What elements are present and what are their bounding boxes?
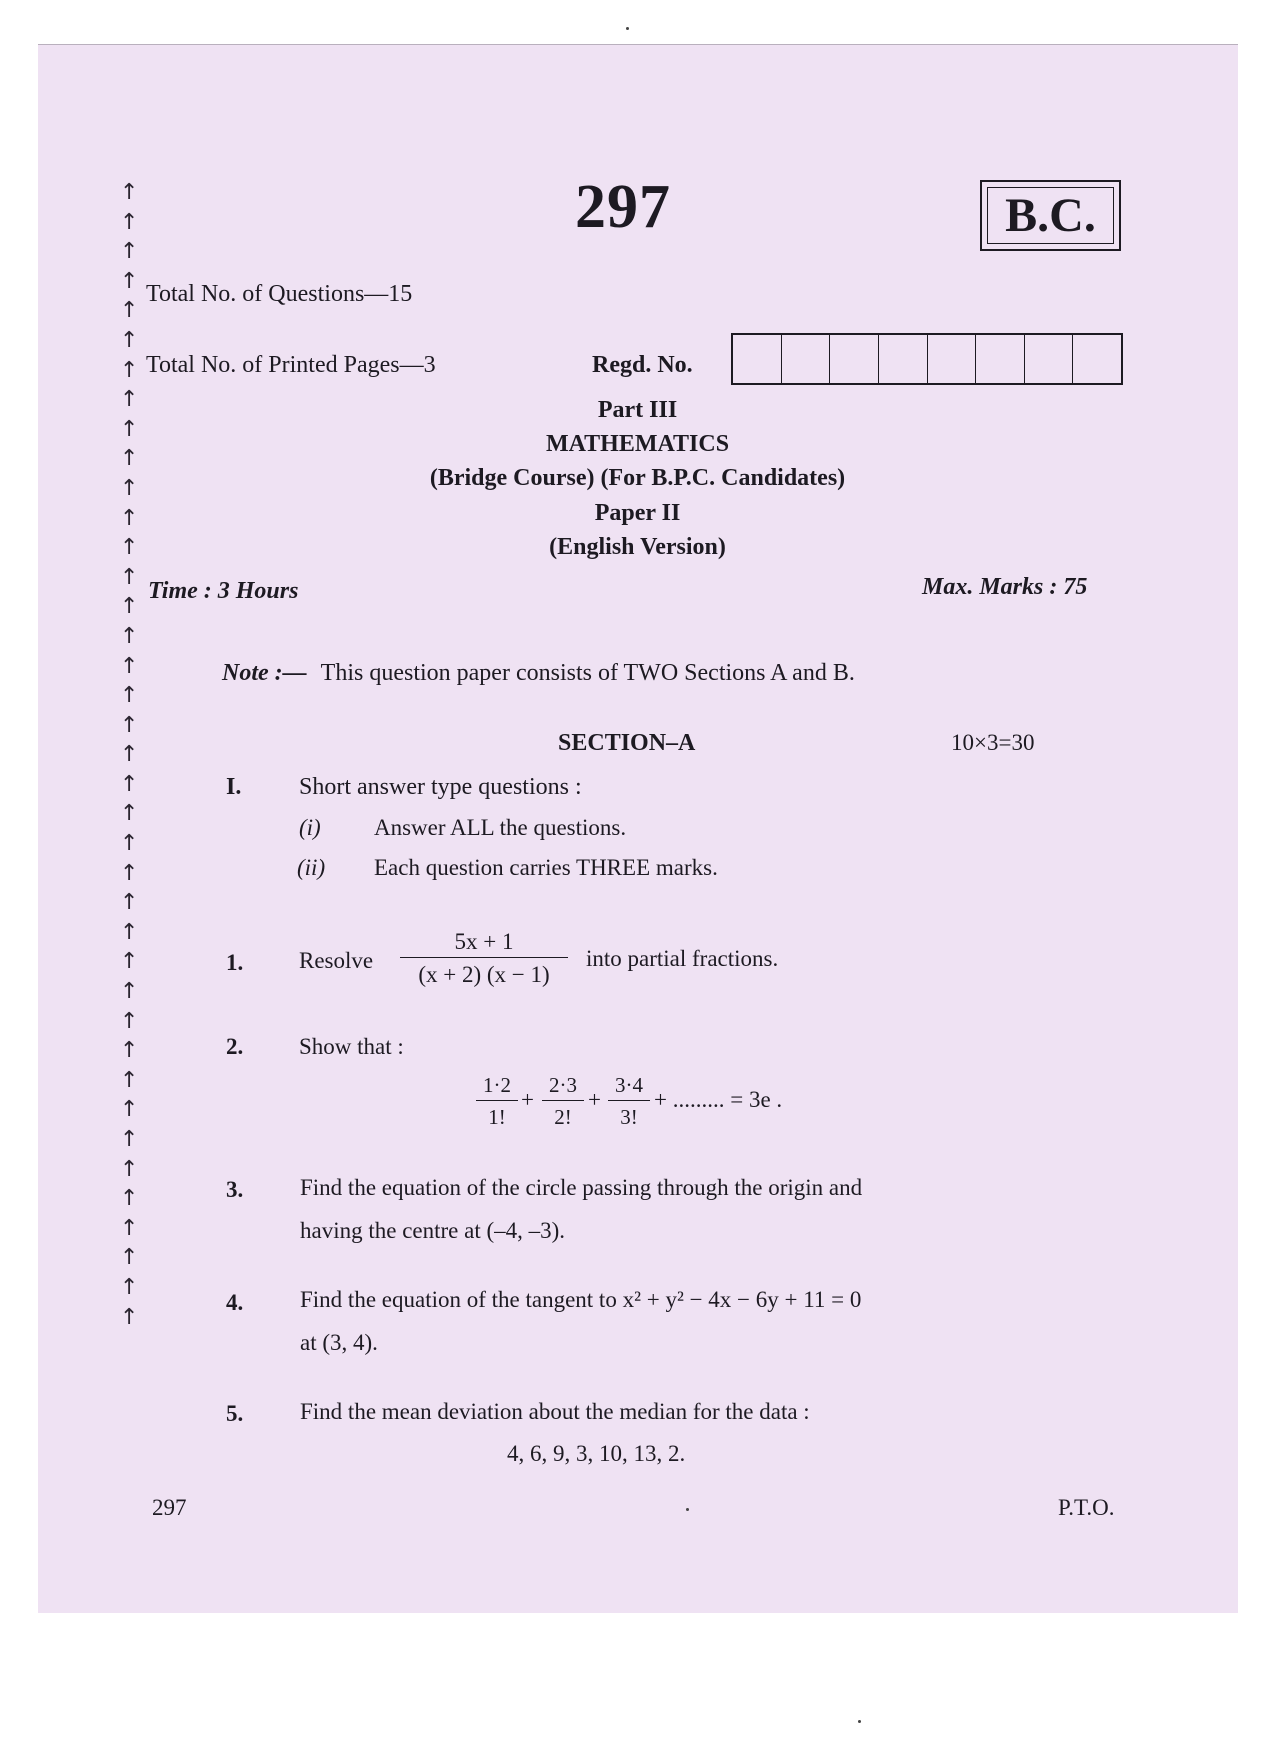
question-number: 5. — [226, 1401, 244, 1426]
section-marks: 10×3=30 — [951, 730, 1035, 755]
up-arrow-icon: ↑ — [120, 1274, 139, 1300]
question-number: 4. — [226, 1290, 244, 1315]
question-text: Find the equation of the circle passing through the origin and — [300, 1175, 863, 1200]
question-text: into partial fractions. — [586, 946, 779, 971]
time-label: Time : 3 Hours — [148, 578, 299, 604]
up-arrow-icon: ↑ — [120, 298, 139, 324]
up-arrow-icon: ↑ — [120, 1008, 139, 1034]
series-label: B.C. — [987, 187, 1114, 244]
question-text: having the centre at (–4, –3). — [300, 1218, 566, 1243]
up-arrow-icon: ↑ — [120, 919, 139, 945]
subject-title: MATHEMATICS — [545, 431, 730, 457]
up-arrow-icon: ↑ — [120, 387, 139, 413]
up-arrow-icon: ↑ — [120, 653, 139, 679]
fraction-denominator: 2! — [542, 1100, 584, 1130]
question-text: Find the equation of the tangent to x² + y² − 4x − 6y + 11 = 0 — [300, 1287, 862, 1312]
data-values: 4, 6, 9, 3, 10, 13, 2. — [507, 1441, 686, 1466]
fraction-numerator: 1·2 — [483, 1073, 511, 1097]
up-arrow-icon: ↑ — [120, 801, 139, 827]
up-arrow-icon: ↑ — [120, 416, 139, 442]
up-arrow-icon: ↑ — [120, 979, 139, 1005]
note-label: Note :— — [222, 660, 307, 686]
regd-box — [830, 335, 879, 383]
plus-sign: + — [521, 1087, 534, 1112]
up-arrow-icon: ↑ — [120, 890, 139, 916]
regd-box — [928, 335, 977, 383]
up-arrow-icon: ↑ — [120, 594, 139, 620]
section-roman-number: I. — [226, 774, 242, 800]
total-questions: Total No. of Questions—15 — [146, 281, 413, 307]
margin-arrows-column — [120, 178, 140, 1332]
instruction-number: (i) — [299, 815, 321, 840]
regd-box — [733, 335, 782, 383]
max-marks: Max. Marks : 75 — [922, 574, 1088, 600]
question-number: 2. — [226, 1034, 244, 1059]
up-arrow-icon: ↑ — [120, 180, 139, 205]
question-text: Show that : — [299, 1034, 404, 1059]
up-arrow-icon: ↑ — [120, 239, 139, 265]
up-arrow-icon: ↑ — [120, 1127, 139, 1152]
regd-box — [879, 335, 928, 383]
question-number: 1. — [226, 950, 244, 975]
up-arrow-icon: ↑ — [120, 475, 139, 501]
up-arrow-icon: ↑ — [120, 1038, 139, 1064]
series-tail: + ......... = 3e . — [654, 1087, 783, 1112]
up-arrow-icon: ↑ — [120, 1097, 139, 1123]
fraction-denominator: 3! — [608, 1100, 650, 1130]
scan-speck — [686, 1508, 689, 1511]
scan-speck — [626, 27, 629, 30]
part-title: Part III — [597, 397, 678, 423]
up-arrow-icon: ↑ — [120, 446, 139, 472]
fraction-numerator: 2·3 — [549, 1073, 577, 1097]
fraction-denominator: (x + 2) (x − 1) — [400, 957, 568, 988]
up-arrow-icon: ↑ — [120, 327, 139, 353]
up-arrow-icon: ↑ — [120, 505, 139, 531]
instruction-text: Each question carries THREE marks. — [374, 855, 718, 880]
up-arrow-icon: ↑ — [120, 1186, 139, 1212]
fraction — [542, 1073, 584, 1130]
regd-box — [976, 335, 1025, 383]
regd-box — [1073, 335, 1121, 383]
fraction — [476, 1073, 518, 1130]
instruction-text: Answer ALL the questions. — [374, 815, 627, 840]
plus-sign: + — [588, 1087, 601, 1112]
section-title: SECTION–A — [558, 730, 696, 756]
paper-sheet — [38, 44, 1238, 1613]
up-arrow-icon: ↑ — [120, 831, 139, 857]
up-arrow-icon: ↑ — [120, 712, 139, 738]
series-box — [980, 180, 1121, 251]
paper-title: Paper II — [594, 500, 681, 526]
fraction — [608, 1073, 650, 1130]
note-text: This question paper consists of TWO Sections A and B. — [320, 660, 855, 686]
question-number: 3. — [226, 1177, 244, 1202]
up-arrow-icon: ↑ — [120, 860, 139, 886]
fraction-numerator: 3·4 — [615, 1073, 643, 1097]
up-arrow-icon: ↑ — [120, 771, 139, 797]
footer-paper-code: 297 — [152, 1495, 187, 1520]
course-title: (Bridge Course) (For B.P.C. Candidates) — [429, 465, 846, 491]
regd-label: Regd. No. — [592, 352, 693, 378]
up-arrow-icon: ↑ — [120, 1067, 139, 1093]
up-arrow-icon: ↑ — [120, 949, 139, 975]
up-arrow-icon: ↑ — [120, 1245, 139, 1271]
up-arrow-icon: ↑ — [120, 357, 139, 383]
regd-box — [1025, 335, 1074, 383]
up-arrow-icon: ↑ — [120, 1304, 139, 1330]
fraction — [400, 929, 568, 988]
paper-code: 297 — [575, 173, 671, 241]
up-arrow-icon: ↑ — [120, 564, 139, 590]
up-arrow-icon: ↑ — [120, 209, 139, 235]
up-arrow-icon: ↑ — [120, 742, 139, 768]
up-arrow-icon: ↑ — [120, 268, 139, 294]
up-arrow-icon: ↑ — [120, 1215, 139, 1241]
fraction-numerator: 5x + 1 — [454, 929, 514, 954]
up-arrow-icon: ↑ — [120, 683, 139, 709]
up-arrow-icon: ↑ — [120, 623, 139, 649]
version-title: (English Version) — [549, 534, 726, 560]
instruction-number: (ii) — [297, 855, 326, 880]
up-arrow-icon: ↑ — [120, 1156, 139, 1182]
up-arrow-icon: ↑ — [120, 535, 139, 561]
instructions-title: Short answer type questions : — [299, 774, 582, 800]
total-pages: Total No. of Printed Pages—3 — [146, 352, 436, 378]
regd-box — [782, 335, 831, 383]
regd-number-grid — [731, 333, 1123, 385]
question-text: Find the mean deviation about the median for the data : — [300, 1399, 810, 1424]
question-text: at (3, 4). — [300, 1330, 378, 1355]
footer-pto: P.T.O. — [1058, 1495, 1115, 1520]
question-text: Resolve — [299, 948, 374, 973]
scan-speck — [858, 1720, 861, 1723]
fraction-denominator: 1! — [476, 1100, 518, 1130]
